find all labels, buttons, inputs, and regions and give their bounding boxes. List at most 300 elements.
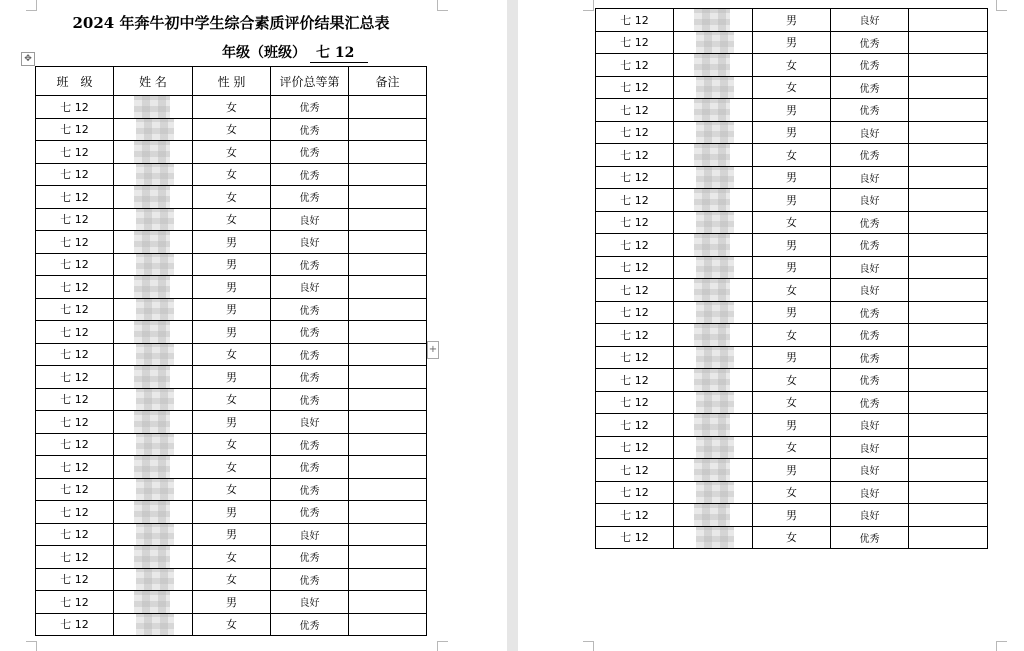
table-row <box>36 591 427 614</box>
evaluation-cell: 优秀 <box>271 366 349 389</box>
remarks-cell <box>909 369 988 392</box>
remarks-cell <box>909 234 988 257</box>
class-cell: 七 12 <box>596 166 674 189</box>
name-cell-redacted <box>114 253 193 276</box>
table-row <box>36 186 427 209</box>
gender-cell: 女 <box>193 433 271 456</box>
table-header-row <box>36 67 427 96</box>
remarks-cell <box>349 208 427 231</box>
remarks-cell <box>909 526 988 549</box>
redaction-mosaic <box>136 254 174 276</box>
evaluation-cell: 优秀 <box>271 456 349 479</box>
name-cell-redacted <box>674 346 753 369</box>
gender-cell: 女 <box>753 481 831 504</box>
class-cell: 七 12 <box>596 256 674 279</box>
redaction-mosaic <box>134 546 170 568</box>
table-row <box>596 54 988 77</box>
evaluation-cell: 优秀 <box>271 298 349 321</box>
class-cell: 七 12 <box>36 163 114 186</box>
table-row <box>596 346 988 369</box>
gender-cell: 女 <box>193 546 271 569</box>
table-row <box>596 459 988 482</box>
evaluation-cell: 良好 <box>831 414 909 437</box>
remarks-cell <box>349 118 427 141</box>
remarks-cell <box>349 478 427 501</box>
table-row <box>36 568 427 591</box>
redaction-mosaic <box>694 504 730 526</box>
document-title: 2024 年奔牛初中学生综合素质评价结果汇总表 <box>72 14 390 32</box>
class-cell: 七 12 <box>36 253 114 276</box>
gender-cell: 女 <box>753 436 831 459</box>
class-cell: 七 12 <box>36 501 114 524</box>
table-row <box>596 301 988 324</box>
name-cell-redacted <box>114 96 193 119</box>
gender-cell: 女 <box>753 279 831 302</box>
name-cell-redacted <box>114 613 193 636</box>
table-row <box>596 279 988 302</box>
remarks-cell <box>349 523 427 546</box>
evaluation-cell: 良好 <box>271 411 349 434</box>
remarks-cell <box>349 343 427 366</box>
evaluation-cell: 良好 <box>271 591 349 614</box>
gender-cell: 男 <box>193 591 271 614</box>
gender-cell: 女 <box>193 343 271 366</box>
evaluation-cell: 良好 <box>831 504 909 527</box>
gender-cell: 男 <box>193 523 271 546</box>
remarks-cell <box>909 54 988 77</box>
evaluation-cell: 良好 <box>831 256 909 279</box>
class-cell: 七 12 <box>596 301 674 324</box>
remarks-cell <box>349 163 427 186</box>
table-row <box>596 31 988 54</box>
gender-cell: 女 <box>193 163 271 186</box>
class-cell: 七 12 <box>596 504 674 527</box>
class-cell: 七 12 <box>36 568 114 591</box>
name-cell-redacted <box>114 186 193 209</box>
remarks-cell <box>909 481 988 504</box>
redaction-mosaic <box>696 347 734 369</box>
class-cell: 七 12 <box>596 436 674 459</box>
evaluation-cell: 优秀 <box>831 54 909 77</box>
evaluation-cell: 优秀 <box>831 99 909 122</box>
gender-cell: 男 <box>193 298 271 321</box>
evaluation-cell: 优秀 <box>271 546 349 569</box>
redaction-mosaic <box>696 212 734 234</box>
redaction-mosaic <box>136 209 174 231</box>
gender-cell: 男 <box>193 231 271 254</box>
remarks-cell <box>349 366 427 389</box>
redaction-mosaic <box>694 9 730 31</box>
gender-cell: 男 <box>193 276 271 299</box>
name-cell-redacted <box>674 526 753 549</box>
table-row <box>596 211 988 234</box>
table-row <box>596 324 988 347</box>
redaction-mosaic <box>134 96 170 118</box>
class-cell: 七 12 <box>596 526 674 549</box>
gender-cell: 男 <box>753 459 831 482</box>
table-row <box>36 546 427 569</box>
evaluation-cell: 优秀 <box>831 234 909 257</box>
table-row <box>36 343 427 366</box>
class-cell: 七 12 <box>596 369 674 392</box>
class-cell: 七 12 <box>596 234 674 257</box>
remarks-cell <box>909 324 988 347</box>
redaction-mosaic <box>136 119 174 141</box>
table-row <box>596 526 988 549</box>
class-cell: 七 12 <box>36 343 114 366</box>
gender-cell: 女 <box>753 391 831 414</box>
table-row <box>596 391 988 414</box>
gender-cell: 男 <box>193 501 271 524</box>
remarks-cell <box>349 253 427 276</box>
table-row <box>596 234 988 257</box>
gender-cell: 女 <box>753 369 831 392</box>
gender-cell: 女 <box>753 211 831 234</box>
table-row <box>36 276 427 299</box>
redaction-mosaic <box>134 186 170 208</box>
table-row <box>36 298 427 321</box>
class-cell: 七 12 <box>596 76 674 99</box>
redaction-mosaic <box>134 231 170 253</box>
class-cell: 七 12 <box>36 546 114 569</box>
table-row <box>36 523 427 546</box>
name-cell-redacted <box>674 144 753 167</box>
class-cell: 七 12 <box>596 121 674 144</box>
name-cell-redacted <box>114 456 193 479</box>
table-row <box>596 99 988 122</box>
evaluation-cell: 良好 <box>831 166 909 189</box>
redaction-mosaic <box>136 164 174 186</box>
redaction-mosaic <box>134 591 170 613</box>
evaluation-cell: 良好 <box>831 189 909 212</box>
remarks-cell <box>909 459 988 482</box>
class-cell: 七 12 <box>596 31 674 54</box>
name-cell-redacted <box>674 436 753 459</box>
class-cell: 七 12 <box>596 346 674 369</box>
name-cell-redacted <box>114 321 193 344</box>
gender-cell: 女 <box>193 208 271 231</box>
redaction-mosaic <box>696 527 734 549</box>
remarks-cell <box>349 186 427 209</box>
remarks-cell <box>349 568 427 591</box>
gender-cell: 男 <box>753 31 831 54</box>
gender-cell: 女 <box>193 388 271 411</box>
gender-cell: 男 <box>193 411 271 434</box>
remarks-cell <box>349 456 427 479</box>
redaction-mosaic <box>696 437 734 459</box>
name-cell-redacted <box>114 478 193 501</box>
table-row <box>596 9 988 32</box>
gender-cell: 男 <box>753 99 831 122</box>
evaluation-cell: 优秀 <box>271 96 349 119</box>
remarks-cell <box>349 276 427 299</box>
name-cell-redacted <box>114 433 193 456</box>
name-cell-redacted <box>674 414 753 437</box>
evaluation-cell: 优秀 <box>831 301 909 324</box>
table-row <box>36 321 427 344</box>
class-cell: 七 12 <box>596 144 674 167</box>
remarks-cell <box>349 388 427 411</box>
table-row <box>596 144 988 167</box>
redaction-mosaic <box>136 344 174 366</box>
evaluation-cell: 优秀 <box>831 391 909 414</box>
name-cell-redacted <box>674 459 753 482</box>
class-cell: 七 12 <box>36 96 114 119</box>
name-cell-redacted <box>674 54 753 77</box>
evaluation-cell: 良好 <box>271 523 349 546</box>
evaluation-cell: 优秀 <box>271 253 349 276</box>
table-row <box>596 414 988 437</box>
class-cell: 七 12 <box>36 478 114 501</box>
evaluation-cell: 优秀 <box>271 321 349 344</box>
name-cell-redacted <box>114 118 193 141</box>
class-cell: 七 12 <box>596 54 674 77</box>
redaction-mosaic <box>696 257 734 279</box>
evaluation-cell: 优秀 <box>271 501 349 524</box>
gender-cell: 女 <box>193 478 271 501</box>
name-cell-redacted <box>114 231 193 254</box>
gender-cell: 男 <box>753 166 831 189</box>
redaction-mosaic <box>134 411 170 433</box>
table-body-page-2 <box>596 9 988 549</box>
remarks-cell <box>349 411 427 434</box>
gender-cell: 女 <box>193 186 271 209</box>
redaction-mosaic <box>136 479 174 501</box>
redaction-mosaic <box>694 234 730 256</box>
remarks-cell <box>909 166 988 189</box>
table-row <box>36 231 427 254</box>
remarks-cell <box>349 433 427 456</box>
remarks-cell <box>349 546 427 569</box>
table-row <box>596 121 988 144</box>
evaluation-cell: 优秀 <box>271 568 349 591</box>
evaluation-cell: 优秀 <box>271 613 349 636</box>
remarks-cell <box>349 501 427 524</box>
name-cell-redacted <box>114 546 193 569</box>
name-cell-redacted <box>674 76 753 99</box>
table-row <box>596 189 988 212</box>
table-row <box>596 481 988 504</box>
class-cell: 七 12 <box>596 189 674 212</box>
remarks-cell <box>349 613 427 636</box>
redaction-mosaic <box>694 144 730 166</box>
page-corner-mark <box>437 0 448 11</box>
evaluation-cell: 优秀 <box>831 31 909 54</box>
redaction-mosaic <box>696 392 734 414</box>
remarks-cell <box>349 298 427 321</box>
class-cell: 七 12 <box>36 613 114 636</box>
evaluation-cell: 优秀 <box>271 163 349 186</box>
table-row <box>36 366 427 389</box>
table-row <box>36 141 427 164</box>
class-cell: 七 12 <box>596 459 674 482</box>
gender-cell: 男 <box>193 253 271 276</box>
evaluation-cell: 良好 <box>831 459 909 482</box>
class-cell: 七 12 <box>596 211 674 234</box>
class-cell: 七 12 <box>36 388 114 411</box>
table-row <box>596 504 988 527</box>
redaction-mosaic <box>136 389 174 411</box>
table-row <box>36 208 427 231</box>
gender-cell: 男 <box>753 189 831 212</box>
table-row <box>36 163 427 186</box>
results-table-page-1 <box>35 66 427 636</box>
remarks-cell <box>909 504 988 527</box>
gender-cell: 女 <box>753 144 831 167</box>
remarks-cell <box>909 76 988 99</box>
header-class: 班 级 <box>36 67 114 96</box>
evaluation-cell: 优秀 <box>831 144 909 167</box>
class-cell: 七 12 <box>36 208 114 231</box>
gender-cell: 男 <box>753 346 831 369</box>
page-corner-mark <box>996 0 1007 11</box>
table-add-row-plus-icon[interactable]: + <box>427 341 439 359</box>
grade-line <box>222 42 368 63</box>
gender-cell: 女 <box>193 96 271 119</box>
remarks-cell <box>909 189 988 212</box>
name-cell-redacted <box>114 591 193 614</box>
page-corner-mark <box>26 0 37 11</box>
gender-cell: 男 <box>753 414 831 437</box>
evaluation-cell: 优秀 <box>271 186 349 209</box>
redaction-mosaic <box>694 54 730 76</box>
evaluation-cell: 优秀 <box>271 141 349 164</box>
header-evaluation: 评价总等第 <box>271 67 349 96</box>
gender-cell: 男 <box>753 301 831 324</box>
class-cell: 七 12 <box>596 324 674 347</box>
name-cell-redacted <box>674 324 753 347</box>
gender-cell: 女 <box>193 456 271 479</box>
table-row <box>36 433 427 456</box>
table-row <box>596 436 988 459</box>
table-row <box>36 478 427 501</box>
name-cell-redacted <box>114 343 193 366</box>
class-cell: 七 12 <box>36 118 114 141</box>
page-corner-mark <box>583 0 594 11</box>
name-cell-redacted <box>114 141 193 164</box>
evaluation-cell: 良好 <box>271 276 349 299</box>
remarks-cell <box>909 31 988 54</box>
gender-cell: 女 <box>753 324 831 347</box>
gender-cell: 男 <box>753 256 831 279</box>
name-cell-redacted <box>674 279 753 302</box>
table-move-handle-icon[interactable]: ✥ <box>21 52 35 66</box>
name-cell-redacted <box>674 166 753 189</box>
remarks-cell <box>349 96 427 119</box>
evaluation-cell: 优秀 <box>831 76 909 99</box>
grade-value: 七 12 <box>310 42 368 63</box>
evaluation-cell: 优秀 <box>831 324 909 347</box>
table-row <box>36 118 427 141</box>
name-cell-redacted <box>114 523 193 546</box>
name-cell-redacted <box>674 99 753 122</box>
evaluation-cell: 良好 <box>271 208 349 231</box>
remarks-cell <box>909 9 988 32</box>
redaction-mosaic <box>134 276 170 298</box>
grade-label: 年级（班级） <box>222 45 306 61</box>
gender-cell: 女 <box>753 76 831 99</box>
name-cell-redacted <box>674 504 753 527</box>
header-gender: 性 别 <box>193 67 271 96</box>
page-corner-mark <box>996 641 1007 651</box>
table-row <box>596 166 988 189</box>
class-cell: 七 12 <box>596 414 674 437</box>
evaluation-cell: 优秀 <box>271 118 349 141</box>
class-cell: 七 12 <box>36 298 114 321</box>
remarks-cell <box>909 414 988 437</box>
redaction-mosaic <box>694 324 730 346</box>
evaluation-cell: 优秀 <box>271 388 349 411</box>
name-cell-redacted <box>114 568 193 591</box>
evaluation-cell: 优秀 <box>271 343 349 366</box>
class-cell: 七 12 <box>36 231 114 254</box>
gender-cell: 女 <box>193 613 271 636</box>
redaction-mosaic <box>694 459 730 481</box>
remarks-cell <box>349 231 427 254</box>
redaction-mosaic <box>136 524 174 546</box>
name-cell-redacted <box>114 276 193 299</box>
redaction-mosaic <box>136 434 174 456</box>
name-cell-redacted <box>674 369 753 392</box>
name-cell-redacted <box>674 211 753 234</box>
redaction-mosaic <box>694 189 730 211</box>
evaluation-cell: 良好 <box>831 279 909 302</box>
evaluation-cell: 优秀 <box>271 478 349 501</box>
redaction-mosaic <box>696 167 734 189</box>
remarks-cell <box>909 436 988 459</box>
redaction-mosaic <box>134 456 170 478</box>
class-cell: 七 12 <box>36 186 114 209</box>
table-row <box>36 388 427 411</box>
page-corner-mark <box>437 641 448 651</box>
name-cell-redacted <box>674 256 753 279</box>
table-row <box>36 613 427 636</box>
redaction-mosaic <box>696 32 734 54</box>
redaction-mosaic <box>694 99 730 121</box>
gender-cell: 男 <box>753 121 831 144</box>
table-row <box>596 369 988 392</box>
table-row <box>36 96 427 119</box>
name-cell-redacted <box>114 366 193 389</box>
evaluation-cell: 良好 <box>831 436 909 459</box>
class-cell: 七 12 <box>596 99 674 122</box>
table-body-page-1 <box>36 96 427 636</box>
gender-cell: 男 <box>753 9 831 32</box>
redaction-mosaic <box>134 141 170 163</box>
remarks-cell <box>909 144 988 167</box>
name-cell-redacted <box>114 163 193 186</box>
header-name: 姓 名 <box>114 67 193 96</box>
name-cell-redacted <box>674 481 753 504</box>
remarks-cell <box>349 591 427 614</box>
name-cell-redacted <box>674 391 753 414</box>
class-cell: 七 12 <box>596 481 674 504</box>
redaction-mosaic <box>136 299 174 321</box>
evaluation-cell: 良好 <box>831 121 909 144</box>
redaction-mosaic <box>134 366 170 388</box>
evaluation-cell: 优秀 <box>831 369 909 392</box>
remarks-cell <box>909 211 988 234</box>
class-cell: 七 12 <box>596 9 674 32</box>
evaluation-cell: 优秀 <box>831 211 909 234</box>
table-row <box>36 253 427 276</box>
remarks-cell <box>909 121 988 144</box>
document-page-1 <box>0 0 507 651</box>
evaluation-cell: 良好 <box>271 231 349 254</box>
redaction-mosaic <box>694 279 730 301</box>
class-cell: 七 12 <box>596 279 674 302</box>
redaction-mosaic <box>696 482 734 504</box>
